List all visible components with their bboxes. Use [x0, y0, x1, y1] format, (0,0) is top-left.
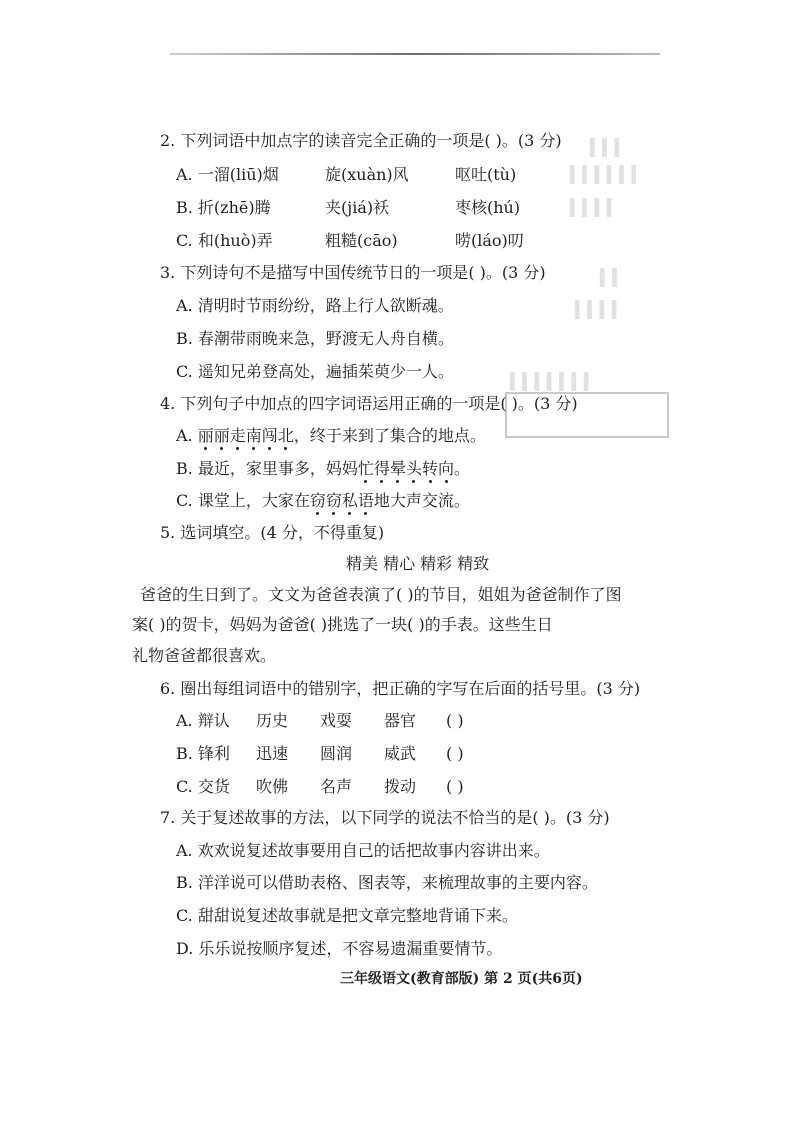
q6-row-b-2: 迅速 — [256, 744, 289, 763]
q3-option-b: B. 春潮带雨晚来急，野渡无人舟自横。 — [176, 329, 454, 348]
q7-option-a: A. 欢欢说复述故事要用自己的话把故事内容讲出来。 — [176, 841, 550, 860]
dotted-phrase — [358, 459, 454, 478]
bleed-through-mark: ▍▍▍▍▍▍ — [570, 165, 644, 184]
dotted-char: 转 — [422, 459, 439, 478]
q6-row-b-4: 威武 — [384, 744, 417, 763]
dotted-phrase — [198, 426, 294, 445]
q6-row-b-blank[interactable]: ( ) — [446, 744, 464, 763]
dotted-char: 北 — [277, 426, 294, 445]
bleed-through-mark: ▍▍ — [600, 268, 625, 287]
q4-stem: 4. 下列句子中加点的四字词语运用正确的一项是( )。(3 分) — [160, 394, 578, 413]
q6-row-a-1: A. 辩认 — [176, 711, 230, 730]
top-rule — [170, 53, 660, 55]
dotted-char: 窃 — [325, 491, 342, 510]
q6-row-c-1: C. 交货 — [176, 777, 230, 796]
q6-row-b-1: B. 锋利 — [176, 744, 230, 763]
q2-option-c-2: 粗糙(cāo) — [325, 231, 398, 250]
q6-row-c-3: 名声 — [320, 777, 353, 796]
page-footer: 三年级语文(教育部版) 第 2 页(共6页) — [340, 971, 583, 987]
dotted-char: 忙 — [357, 459, 374, 478]
q5-passage-line-2: 案( )的贺卡，妈妈为爸爸( )挑选了一块( )的手表。这些生日 — [132, 615, 553, 634]
q6-row-a-2: 历史 — [256, 711, 289, 730]
bleed-through-mark: ▍▍▍▍▍▍▍ — [510, 372, 597, 391]
bleed-through-mark: ▍▍▍▍ — [575, 300, 625, 319]
dotted-phrase — [310, 491, 374, 510]
dotted-char: 丽 — [197, 426, 214, 445]
q2-option-b-1: B. 折(zhē)腾 — [176, 198, 271, 217]
dotted-char: 头 — [405, 459, 422, 478]
q2-option-c-1: C. 和(huò)弄 — [176, 231, 273, 250]
dotted-char: 窃 — [309, 491, 326, 510]
q3-stem: 3. 下列诗句不是描写中国传统节日的一项是( )。(3 分) — [160, 263, 546, 282]
dotted-char: 得 — [373, 459, 390, 478]
q5-passage-line-3: 礼物爸爸都很喜欢。 — [132, 646, 277, 665]
dotted-char: 南 — [245, 426, 262, 445]
q6-row-c-2: 吹佛 — [256, 777, 289, 796]
q7-option-b: B. 洋洋说可以借助表格、图表等，来梳理故事的主要内容。 — [176, 873, 598, 892]
dotted-char: 语 — [357, 491, 374, 510]
q3-option-c: C. 遥知兄弟登高处，遍插茱萸少一人。 — [176, 362, 454, 381]
dotted-char: 私 — [341, 491, 358, 510]
dotted-char: 丽 — [213, 426, 230, 445]
bleed-through-mark: ▍▍▍▍ — [570, 198, 620, 217]
q2-option-c-3: 唠(láo)叨 — [455, 231, 524, 250]
q7-stem: 7. 关于复述故事的方法，以下同学的说法不恰当的是( )。(3 分) — [160, 808, 610, 827]
q3-option-a: A. 清明时节雨纷纷，路上行人欲断魂。 — [176, 296, 454, 315]
dotted-char: 闯 — [261, 426, 278, 445]
q7-option-d: D. 乐乐说按顺序复述，不容易遗漏重要情节。 — [176, 939, 503, 958]
dotted-char: 走 — [229, 426, 246, 445]
q4-option-b: B. 最近，家里事多，妈妈忙得晕头转向。 — [176, 459, 471, 478]
q6-row-b-3: 圆润 — [320, 744, 353, 763]
q6-row-c-blank[interactable]: ( ) — [446, 777, 464, 796]
q6-row-c-4: 拨动 — [384, 777, 417, 796]
q4-option-a: A. 丽丽走南闯北，终于来到了集合的地点。 — [176, 426, 486, 445]
q2-option-a-3: 呕吐(tù) — [455, 165, 517, 184]
q6-stem: 6. 圈出每组词语中的错别字，把正确的字写在后面的括号里。(3 分) — [160, 679, 641, 698]
bleed-through-mark: ▍▍▍ — [590, 138, 627, 157]
q6-row-a-3: 戏耍 — [320, 711, 353, 730]
q6-row-a-blank[interactable]: ( ) — [446, 711, 464, 730]
q5-word-bank: 精美 精心 精彩 精致 — [346, 554, 490, 573]
q2-stem: 2. 下列词语中加点字的读音完全正确的一项是( )。(3 分) — [160, 131, 562, 150]
q6-row-a-4: 器官 — [384, 711, 417, 730]
q5-stem: 5. 选词填空。(4 分，不得重复) — [160, 523, 385, 542]
q2-option-a-2: 旋(xuàn)风 — [325, 165, 409, 184]
q2-option-b-3: 枣核(hú) — [455, 198, 521, 217]
q4-option-c: C. 课堂上，大家在窃窃私语地大声交流。 — [176, 491, 470, 510]
dotted-char: 向 — [438, 459, 455, 478]
dotted-char: 晕 — [389, 459, 406, 478]
q5-passage-line-1: 爸爸的生日到了。文文为爸爸表演了( )的节目，姐姐为爸爸制作了图 — [140, 585, 622, 604]
q7-option-c: C. 甜甜说复述故事就是把文章完整地背诵下来。 — [176, 906, 518, 925]
q2-option-a-1: A. 一溜(liū)烟 — [176, 165, 279, 184]
q2-option-b-2: 夹(jiá)袄 — [325, 198, 390, 217]
